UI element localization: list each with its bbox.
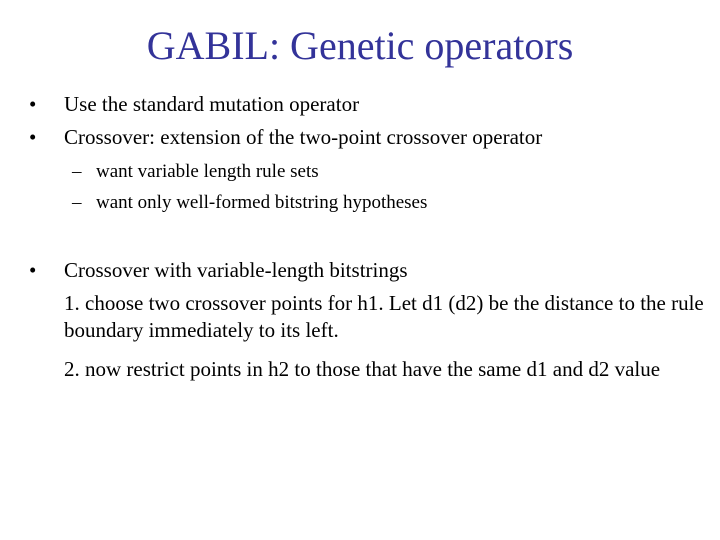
sub-bullet-text: want variable length rule sets: [96, 161, 319, 182]
bullet-marker: •: [29, 258, 37, 282]
bullet-text: Crossover with variable-length bitstrings: [64, 258, 408, 282]
step-one-text: 1. choose two crossover points for h1. Let d1 (d2) be the distance to the rule boundary immediately to its left.: [64, 291, 704, 342]
sub-bullet-text: want only well-formed bitstring hypotheses: [96, 192, 428, 213]
bullet-text: Use the standard mutation operator: [64, 92, 360, 116]
sub-bullet-marker: –: [72, 192, 82, 213]
sub-bullet-marker: –: [72, 161, 82, 182]
slide-title: GABIL: Genetic operators: [146, 23, 574, 68]
step-two-text: 2. now restrict points in h2 to those that have the same d1 and d2 value: [64, 357, 661, 381]
bullet-marker: •: [29, 92, 37, 116]
bullet-text: Crossover: extension of the two-point crossover operator: [64, 125, 543, 149]
bullet-marker: •: [29, 125, 37, 149]
